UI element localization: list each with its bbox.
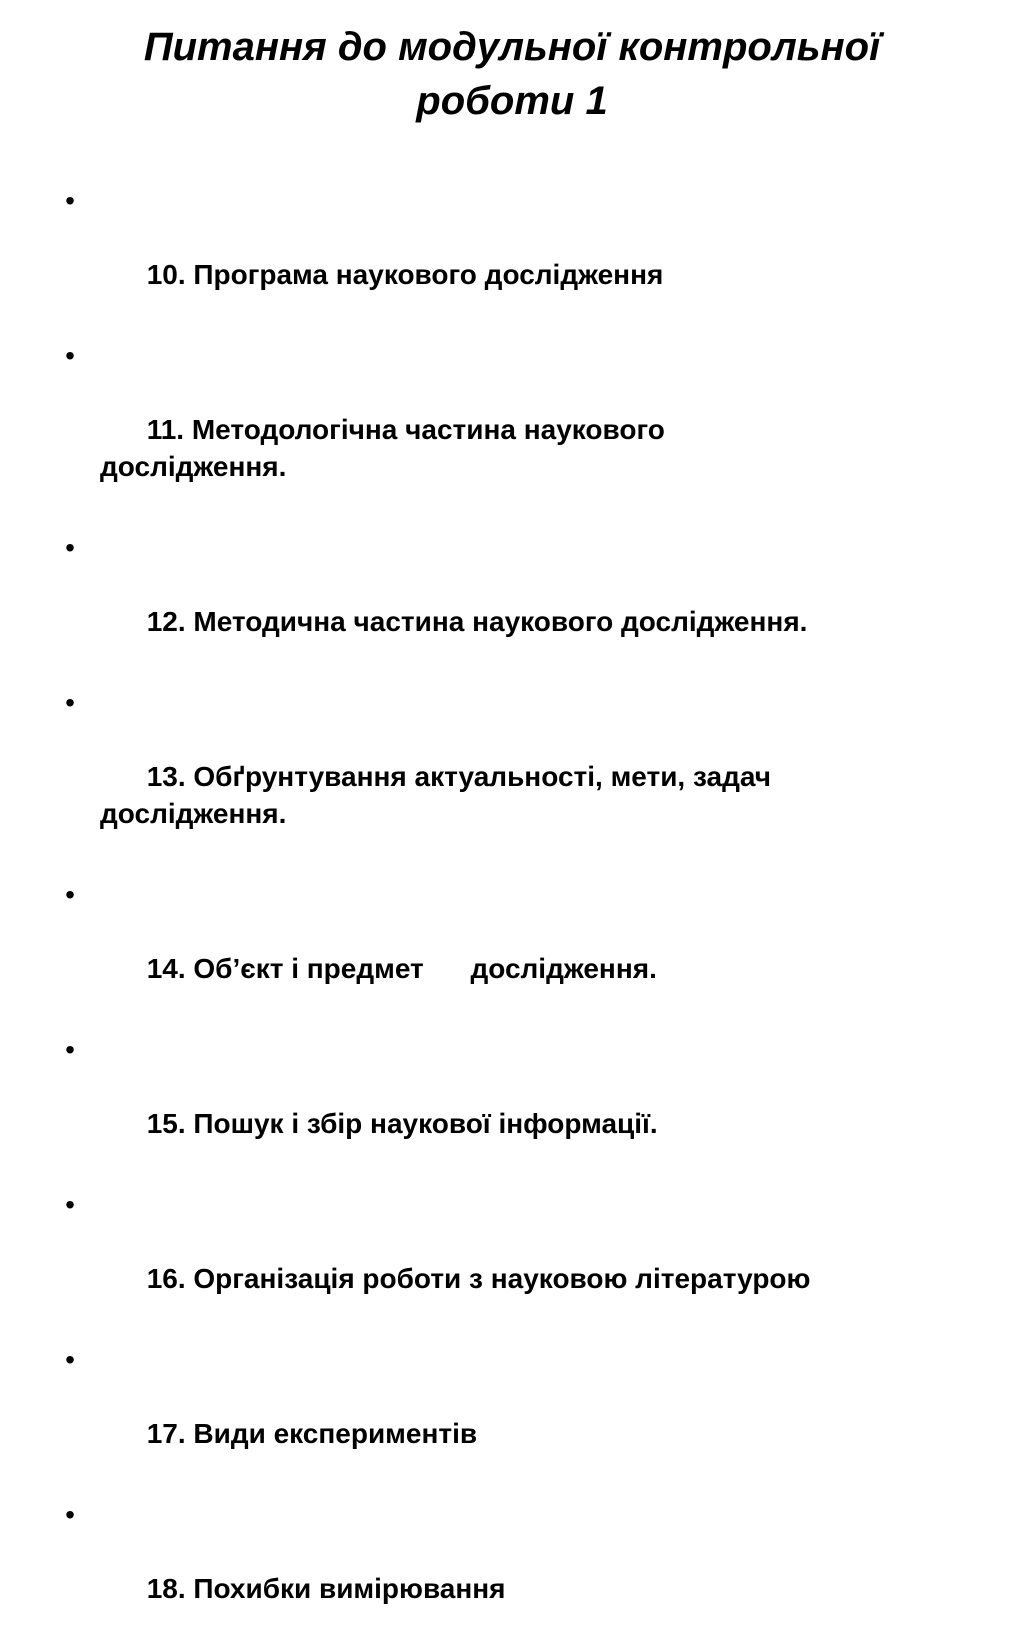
bullet-icon [60, 1186, 80, 1223]
list-item-text: 14. Об’єкт і предмет дослідження. [146, 953, 657, 984]
bullet-icon [60, 1341, 80, 1378]
list-item-text: 11. Методологічна частина наукового дослідження. [100, 414, 665, 482]
list-item-text: 10. Програма наукового дослідження [146, 259, 664, 290]
list-item-text: 18. Похибки вимірювання [146, 1573, 506, 1604]
list-item [60, 182, 960, 330]
list-item [60, 529, 960, 677]
list-item [60, 684, 960, 869]
list-item-text: 16. Організація роботи з науковою літературою [146, 1263, 811, 1294]
list-item [60, 1031, 960, 1179]
bullet-icon [60, 1496, 80, 1533]
bullet-icon [60, 1031, 80, 1068]
list-item-text: 13. Обґрунтування актуальності, мети, задач дослідження. [100, 761, 771, 829]
list-item-text: 17. Види експериментів [146, 1418, 478, 1449]
slide-title-line-2: роботи 1 [416, 79, 608, 123]
list-item [60, 337, 960, 522]
slide-title [60, 20, 964, 128]
bullet-icon [60, 182, 80, 219]
question-list [60, 182, 960, 1651]
bullet-icon [60, 337, 80, 374]
bullet-icon [60, 876, 80, 913]
bullet-icon [60, 684, 80, 721]
bullet-icon [60, 529, 80, 566]
list-item-text: 12. Методична частина наукового дослідження. [146, 606, 808, 637]
list-item-text: 15. Пошук і збір наукової інформації. [146, 1108, 658, 1139]
list-item [60, 1341, 960, 1489]
slide-title-line-1: Питання до модульної контрольної [143, 25, 881, 69]
list-item [60, 876, 960, 1024]
list-item [60, 1186, 960, 1334]
list-item [60, 1496, 960, 1644]
